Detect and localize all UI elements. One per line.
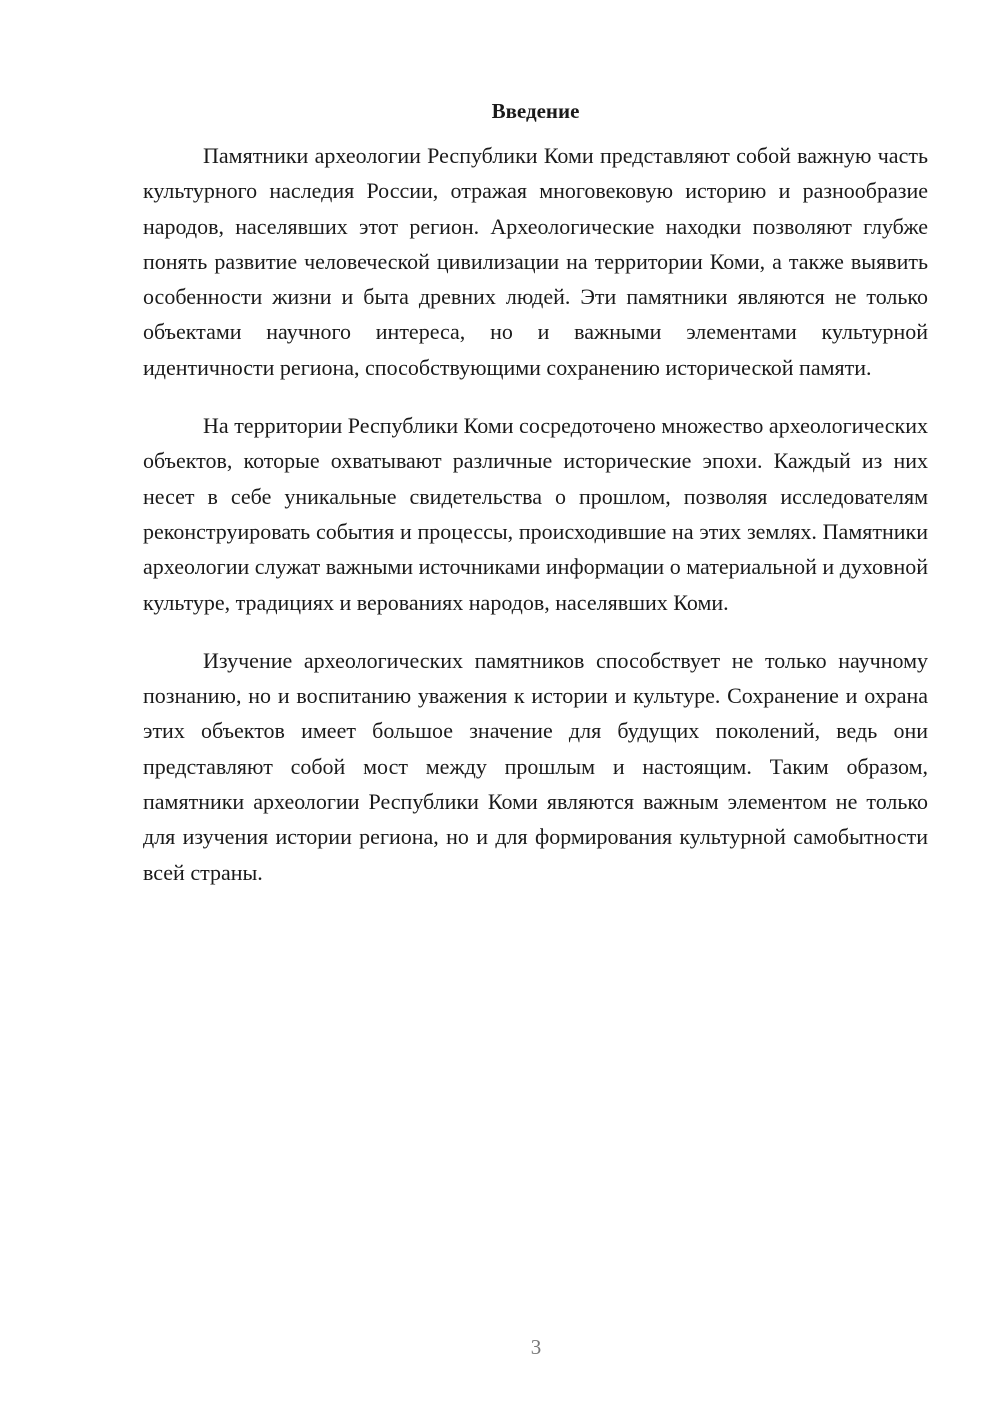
paragraph-3: Изучение археологических памятников способствует не только научному познанию, но и воспитанию уважения к истории и культуре. Сохранение и охрана этих объектов имеет большое значение для будущих поколений, ведь они представляют собой мост между прошлым и настоящим. Таким образом, памятники археологии Республики Коми являются важным элементом не только для изучения истории региона, но и для формирования культурной самобытности всей страны. (143, 647, 928, 885)
paragraph-1: Памятники археологии Республики Коми представляют собой важную часть культурного наследия России, отражая многовековую историю и разнообразие народов, населявших этот регион. Археологические находки позволяют глубже понять развитие человеческой цивилизации на территории Коми, а также выявить особенности жизни и быта древних людей. Эти памятники являются не только объектами научного интереса, но и важными элементами культурной идентичности региона, способствующими сохранению исторической памяти. (143, 143, 928, 380)
page-content (143, 96, 928, 913)
section-title: Введение (491, 99, 580, 123)
paragraph-2: На территории Республики Коми сосредоточено множество археологических объектов, которые охватывают различные исторические эпохи. Каждый из них несет в себе уникальные свидетельства о прошлом, позволяя исследователям реконструировать события и процессы, происходившие на этих землях. Памятники археологии служат важными источниками информации о материальной и духовной культуре, традициях и верованиях народов, населявших Коми. (143, 413, 928, 615)
page-number: 3 (530, 1335, 542, 1359)
